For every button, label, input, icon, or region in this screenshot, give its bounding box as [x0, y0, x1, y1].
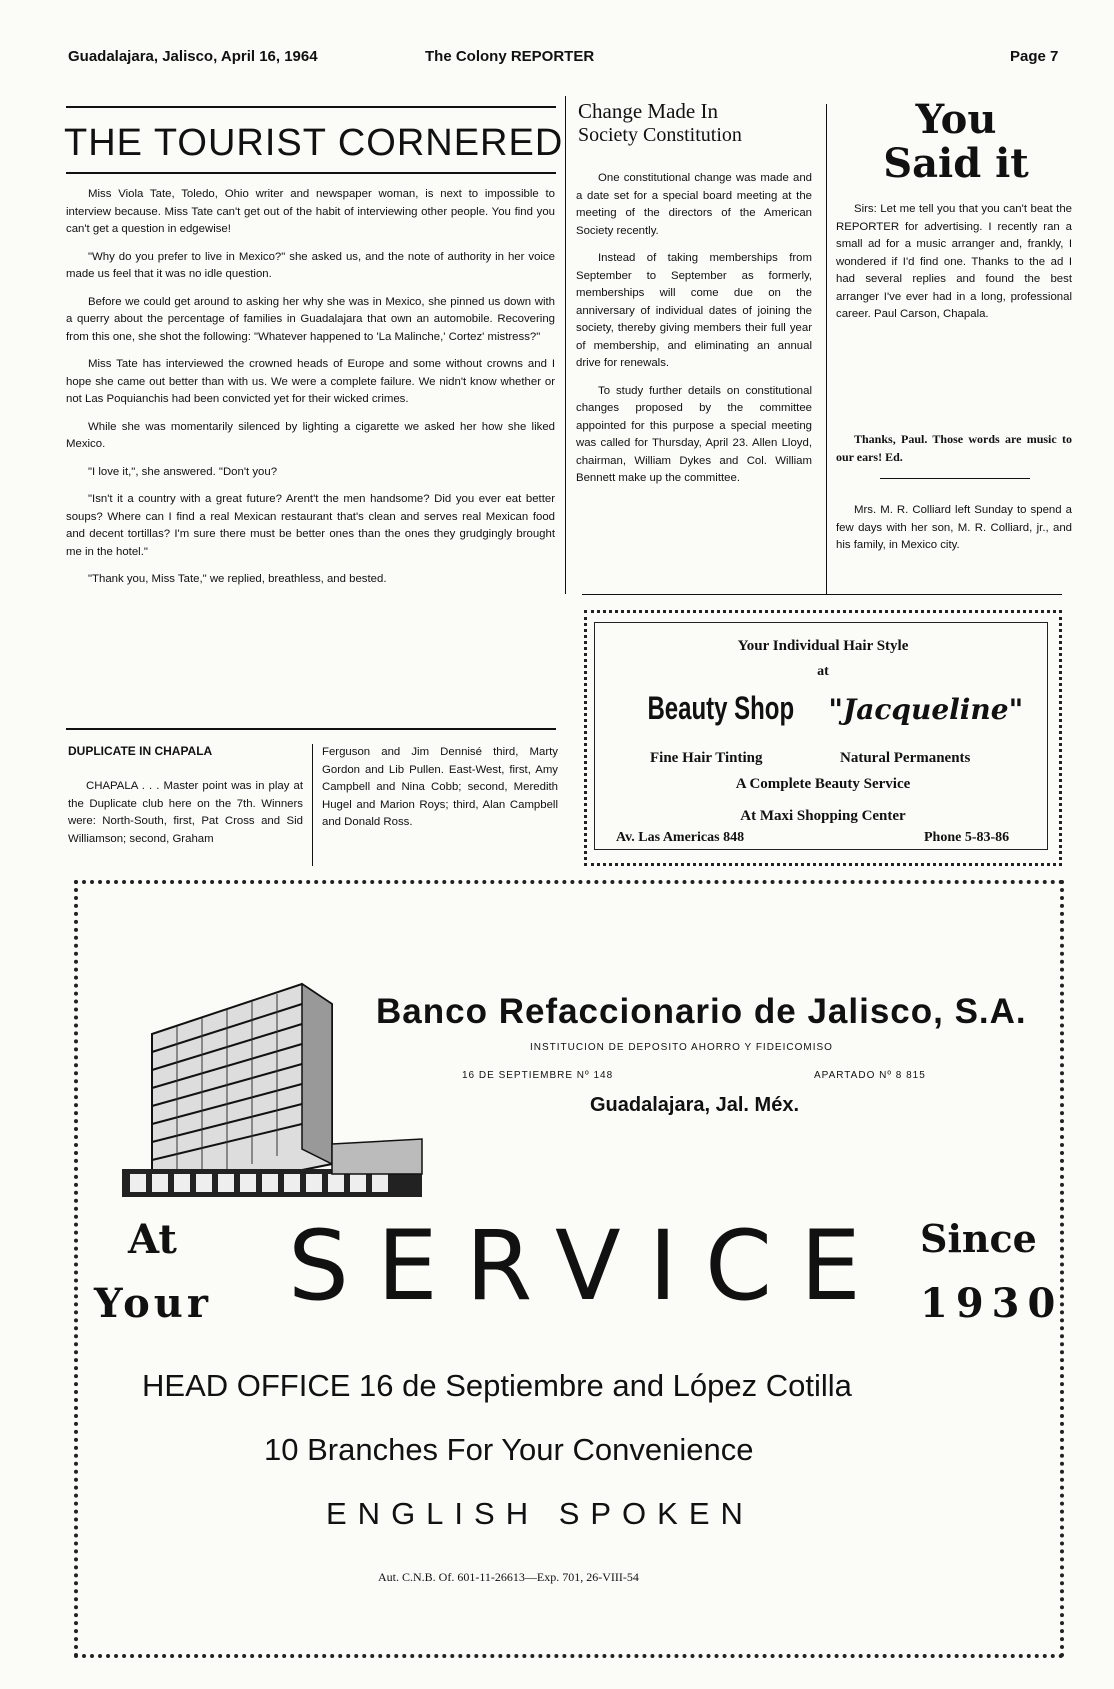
tourist-top-rule: [66, 106, 556, 108]
tourist-title: THE TOURIST CORNERED: [64, 122, 564, 164]
beauty-ad: [584, 610, 1062, 866]
you-said-rule: [880, 478, 1030, 479]
you-said-title-line2: Said it: [883, 140, 1029, 187]
right-block-rule: [582, 594, 1062, 595]
column-divider: [565, 96, 566, 594]
tourist-paragraph: "I love it,", she answered. "Don't you?: [88, 465, 278, 478]
page-number: Page 7: [1010, 48, 1059, 65]
bank-subtitle: INSTITUCION DE DEPOSITO AHORRO Y FIDEICOMISO: [530, 1042, 833, 1053]
duplicate-title: DUPLICATE IN CHAPALA: [68, 744, 213, 758]
you-said-reply: Thanks, Paul. Those words are music to our ears! Ed.: [836, 432, 1072, 464]
bank-name: Banco Refaccionario de Jalisco, S.A.: [376, 992, 1027, 1031]
you-said-letter: Sirs: Let me tell you that you can't beat the REPORTER for advertising. I recently ran a small ad for a music arranger and, frankly, I wondered if I'd find one. Thanks to the ad I had several replies and found the best arranger I've ever had in a long, professional career. Paul Carson, Chapala.: [836, 203, 1072, 320]
bank-authorization: Aut. C.N.B. Of. 601-11-26613—Exp. 701, 26-VIII-54: [378, 1570, 639, 1584]
beauty-location: At Maxi Shopping Center: [740, 808, 906, 824]
beauty-phone: Phone 5-83-86: [924, 830, 1010, 845]
beauty-line1: Your Individual Hair Style: [737, 638, 909, 654]
change-title-line2: Society Constitution: [578, 124, 742, 146]
tourist-paragraph: While she was momentarily silenced by lighting a cigarette we asked her how she liked Mexico.: [66, 420, 555, 450]
tourist-paragraph: Before we could get around to asking her why she was in Mexico, she pinned us down with a querry about the percentage of families in Guadalajara that own an automobile. Recovering from this one, she shot the following: "Whatever happened to 'La Malinche,' Cortez' mistress?": [66, 295, 555, 343]
duplicate-col2: Ferguson and Jim Dennisé third, Marty Gordon and Lib Pullen. East-West, first, Amy Campbell and Nina Cobb; second, Meredith Hugel and Marion Roys; third, Alan Campbell and Donald Ross.: [322, 746, 558, 828]
paper-name: The Colony REPORTER: [425, 48, 595, 65]
service-word: SERVICE: [288, 1210, 889, 1322]
tourist-body: [66, 186, 555, 599]
service-at: At: [128, 1216, 177, 1263]
beauty-line2: at: [817, 664, 829, 679]
tourist-paragraph: Miss Viola Tate, Toledo, Ohio writer and newspaper woman, is next to impossible to interview because. Miss Tate can't get out of the habit of interviewing other people. You find you can't get a question in edgewise!: [66, 188, 555, 235]
beauty-service-right: Natural Permanents: [840, 750, 971, 766]
duplicate-divider: [312, 744, 313, 866]
change-title-line1: Change Made In: [578, 99, 718, 123]
tourist-title-rule: [66, 172, 556, 174]
beauty-shop-jacqueline: "Jacqueline": [828, 693, 1024, 726]
bank-city: Guadalajara, Jal. Méx.: [590, 1094, 799, 1116]
service-since: Since: [920, 1216, 1037, 1261]
bank-english-spoken: ENGLISH SPOKEN: [326, 1496, 754, 1531]
change-paragraph: One constitutional change was made and a date set for a special board meeting at the meeting of the directors of the American Society recently.: [576, 172, 812, 237]
beauty-shop-prefix: Beauty Shop: [647, 690, 794, 726]
dateline: Guadalajara, Jalisco, April 16, 1964: [68, 48, 318, 65]
change-paragraph: Instead of taking memberships from September to September as formerly, memberships will come due on the anniversary of individual dates of joining the society, thereby giving members their full year of membership, and eliminating an annual drive for renewals.: [576, 252, 812, 369]
you-said-title-line1: You: [915, 96, 997, 143]
beauty-address: Av. Las Americas 848: [616, 830, 745, 845]
beauty-service-left: Fine Hair Tinting: [650, 750, 763, 766]
tourist-bottom-rule: [66, 728, 556, 730]
column-divider-2: [826, 104, 827, 594]
bank-branches: 10 Branches For Your Convenience: [264, 1432, 754, 1467]
change-body: [576, 170, 812, 498]
you-said-social: Mrs. M. R. Colliard left Sunday to spend a few days with her son, M. R. Colliard, jr., and his family, in Mexico city.: [836, 504, 1072, 551]
tourist-paragraph: "Thank you, Miss Tate," we replied, breathless, and bested.: [88, 573, 387, 585]
bank-street: 16 DE SEPTIEMBRE Nº 148: [462, 1070, 614, 1081]
tourist-paragraph: "Why do you prefer to live in Mexico?" she asked us, and the note of authority in her voice made us feel that it was no idle question.: [66, 250, 555, 280]
bank-ad: [74, 880, 1064, 1658]
bank-head-office: HEAD OFFICE 16 de Septiembre and López Cotilla: [142, 1368, 852, 1403]
bank-apartado: APARTADO Nº 8 815: [814, 1070, 926, 1081]
service-year: 1930: [920, 1280, 1064, 1327]
service-your: Your: [94, 1280, 212, 1327]
beauty-complete: A Complete Beauty Service: [735, 776, 911, 792]
tourist-paragraph: "Isn't it a country with a great future? Arent't the men handsome? Did you ever eat better soups? Where can I find a real Mexican restaurant that's clean and serves real Mexican food and decent tortillas? I'm sure there must be better ones than the ones they grudgingly brought me in the hotel.": [66, 493, 555, 558]
duplicate-col1: CHAPALA . . . Master point was in play at the Duplicate club here on the 7th. Winners were: North-South, first, Pat Cross and Sid Williamson; second, Graham: [68, 780, 303, 845]
tourist-paragraph: Miss Tate has interviewed the crowned heads of Europe and some without crowns and I hope she came out better than with us. We were a complete failure. We nidn't know whether or not Las Poquianchis had been convicted yet for their wicked crimes.: [66, 358, 555, 405]
beauty-shop-name: [584, 690, 1062, 727]
change-paragraph: To study further details on constitutional changes proposed by the committee appointed for this purpose a special meeting was called for Thursday, April 23. Allen Lloyd, chairman, William Dykes and Col. William Bennett make up the committee.: [576, 384, 812, 484]
